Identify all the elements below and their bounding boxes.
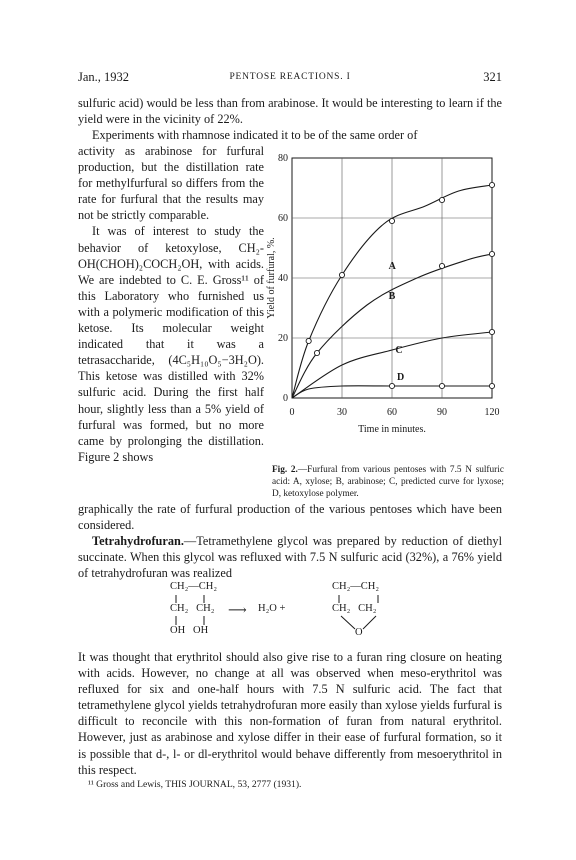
x-tick-label: 90 — [437, 407, 447, 418]
paragraph-5 — [78, 649, 502, 778]
ring-oxygen: O — [355, 627, 363, 638]
paragraph-1-text: sulfuric acid) would be less than from arabinose. It would be interesting to learn if the yield were in the vicinity of 22%. — [78, 96, 502, 127]
water-product: H₂O + — [258, 603, 286, 614]
reactant-mid: CH₂ CH₂ — [170, 603, 215, 614]
x-tick-label: 30 — [337, 407, 347, 418]
x-tick-label: 120 — [484, 407, 500, 418]
y-tick-label: 40 — [278, 273, 288, 284]
paragraph-2-firstline — [78, 127, 502, 143]
section-heading: Tetrahydrofuran. — [92, 534, 184, 548]
data-point-d — [439, 383, 444, 388]
reactant-bottom: OH OH — [170, 625, 209, 636]
data-point-b — [489, 251, 494, 256]
header-date: Jan., 1932 — [78, 70, 130, 84]
section-tetrahydrofuran — [78, 533, 502, 581]
y-tick-label: 80 — [278, 153, 288, 164]
data-point-a — [339, 272, 344, 277]
reaction-arrow: ⟶ — [228, 602, 247, 617]
data-point-b — [439, 263, 444, 268]
series-label-c: C — [395, 345, 403, 356]
paragraph-3-continued — [78, 501, 502, 533]
header-title: PENTOSE REACTIONS. I — [229, 72, 351, 82]
paragraph-3: It was of interest to study the behavior of ketoxylose, CH₂-OH(CHOH)₂COCH₂OH, with acids. We are indebted to C. E. Gross¹¹ of this Laboratory who furnished us with a polymeric modification of this ketose. Its molecular weight indicated that it was a tetrasaccharide, (4C₅H₁₀O₅−3H₂O). This ketose was distilled with 32% sulfuric acid. During the first half hour, slightly less than a 5% yield of furfural was formed, but no more came by prolonging the distillation. Figure 2 shows — [78, 224, 264, 464]
data-point-a — [439, 197, 444, 202]
data-point-b — [314, 350, 319, 355]
paragraph-1 — [78, 95, 502, 127]
product-top: CH₂—CH₂ — [332, 581, 379, 592]
data-point-a — [489, 182, 494, 187]
reaction-equation — [170, 581, 430, 643]
product-mid: CH₂ CH₂ — [332, 603, 377, 614]
series-label-b: B — [388, 291, 396, 302]
reactant-top: CH₂—CH₂ — [170, 581, 217, 592]
running-header — [78, 70, 502, 86]
data-point-d — [489, 383, 494, 388]
caption-label: Fig. 2. — [272, 465, 298, 475]
narrow-column — [78, 143, 264, 465]
data-point-c — [489, 329, 494, 334]
equation-bonds — [170, 581, 430, 643]
series-label-a: A — [388, 261, 396, 272]
x-tick-label: 60 — [387, 407, 397, 418]
figure-caption — [272, 464, 504, 501]
caption-text: —Furfural from various pentoses with 7.5 N sulfuric acid: A, xylose; B, arabinose; C, predicted curve for lyxose; D, ketoxylose polymer. — [272, 465, 504, 500]
y-tick-label: 60 — [278, 213, 288, 224]
page-number: 321 — [483, 70, 502, 84]
series-label-d: D — [397, 372, 405, 383]
paragraph-3-cont-text: graphically the rate of furfural production of the various pentoses which have been considered. — [78, 502, 502, 533]
paragraph-5-text: It was thought that erythritol should also give rise to a furan ring closure on heating with acids. However, no change at all was observed when meso-erythritol was refluxed for six and one-half hours with 7.5 N sulfuric acid. The fact that tetramethylene glycol yields tetrahydrofuran more easily than xylose yields furfural is difficult to reconcile with this non-formation of furan from natural erythritol. However, just as arabinose and xylose differ in their ease of furfural formation, so it is possible that d-, l- or dl-erythritol would behave differently from mesoerythritol in this respect. — [78, 650, 502, 777]
y-tick-label: 0 — [283, 393, 288, 404]
footnote: ¹¹ Gross and Lewis, THIS JOURNAL, 53, 2777 (1931). — [88, 779, 302, 790]
section-body: —Tetramethylene glycol was prepared by reduction of diethyl succinate. When this glycol was refluxed with 7.5 N sulfuric acid (32%), a 76% yield of tetrahydrofuran was realized — [78, 534, 502, 581]
data-point-a — [389, 218, 394, 223]
x-tick-label: 0 — [289, 407, 295, 418]
y-axis-label: Yield of furfural, %. — [266, 237, 277, 319]
data-point-a — [306, 338, 311, 343]
x-axis-label: Time in minutes. — [358, 424, 426, 435]
data-point-d — [389, 383, 394, 388]
figure-2-chart — [262, 150, 507, 450]
y-tick-label: 20 — [278, 333, 288, 344]
paragraph-2-text: Experiments with rhamnose indicated it to be of the same order of — [92, 128, 418, 142]
paragraph-2-rest: activity as arabinose for furfural production, but the distillation rate for methylfurfural so differs from the rate for furfural that the results may not be strictly comparable. — [78, 144, 264, 223]
